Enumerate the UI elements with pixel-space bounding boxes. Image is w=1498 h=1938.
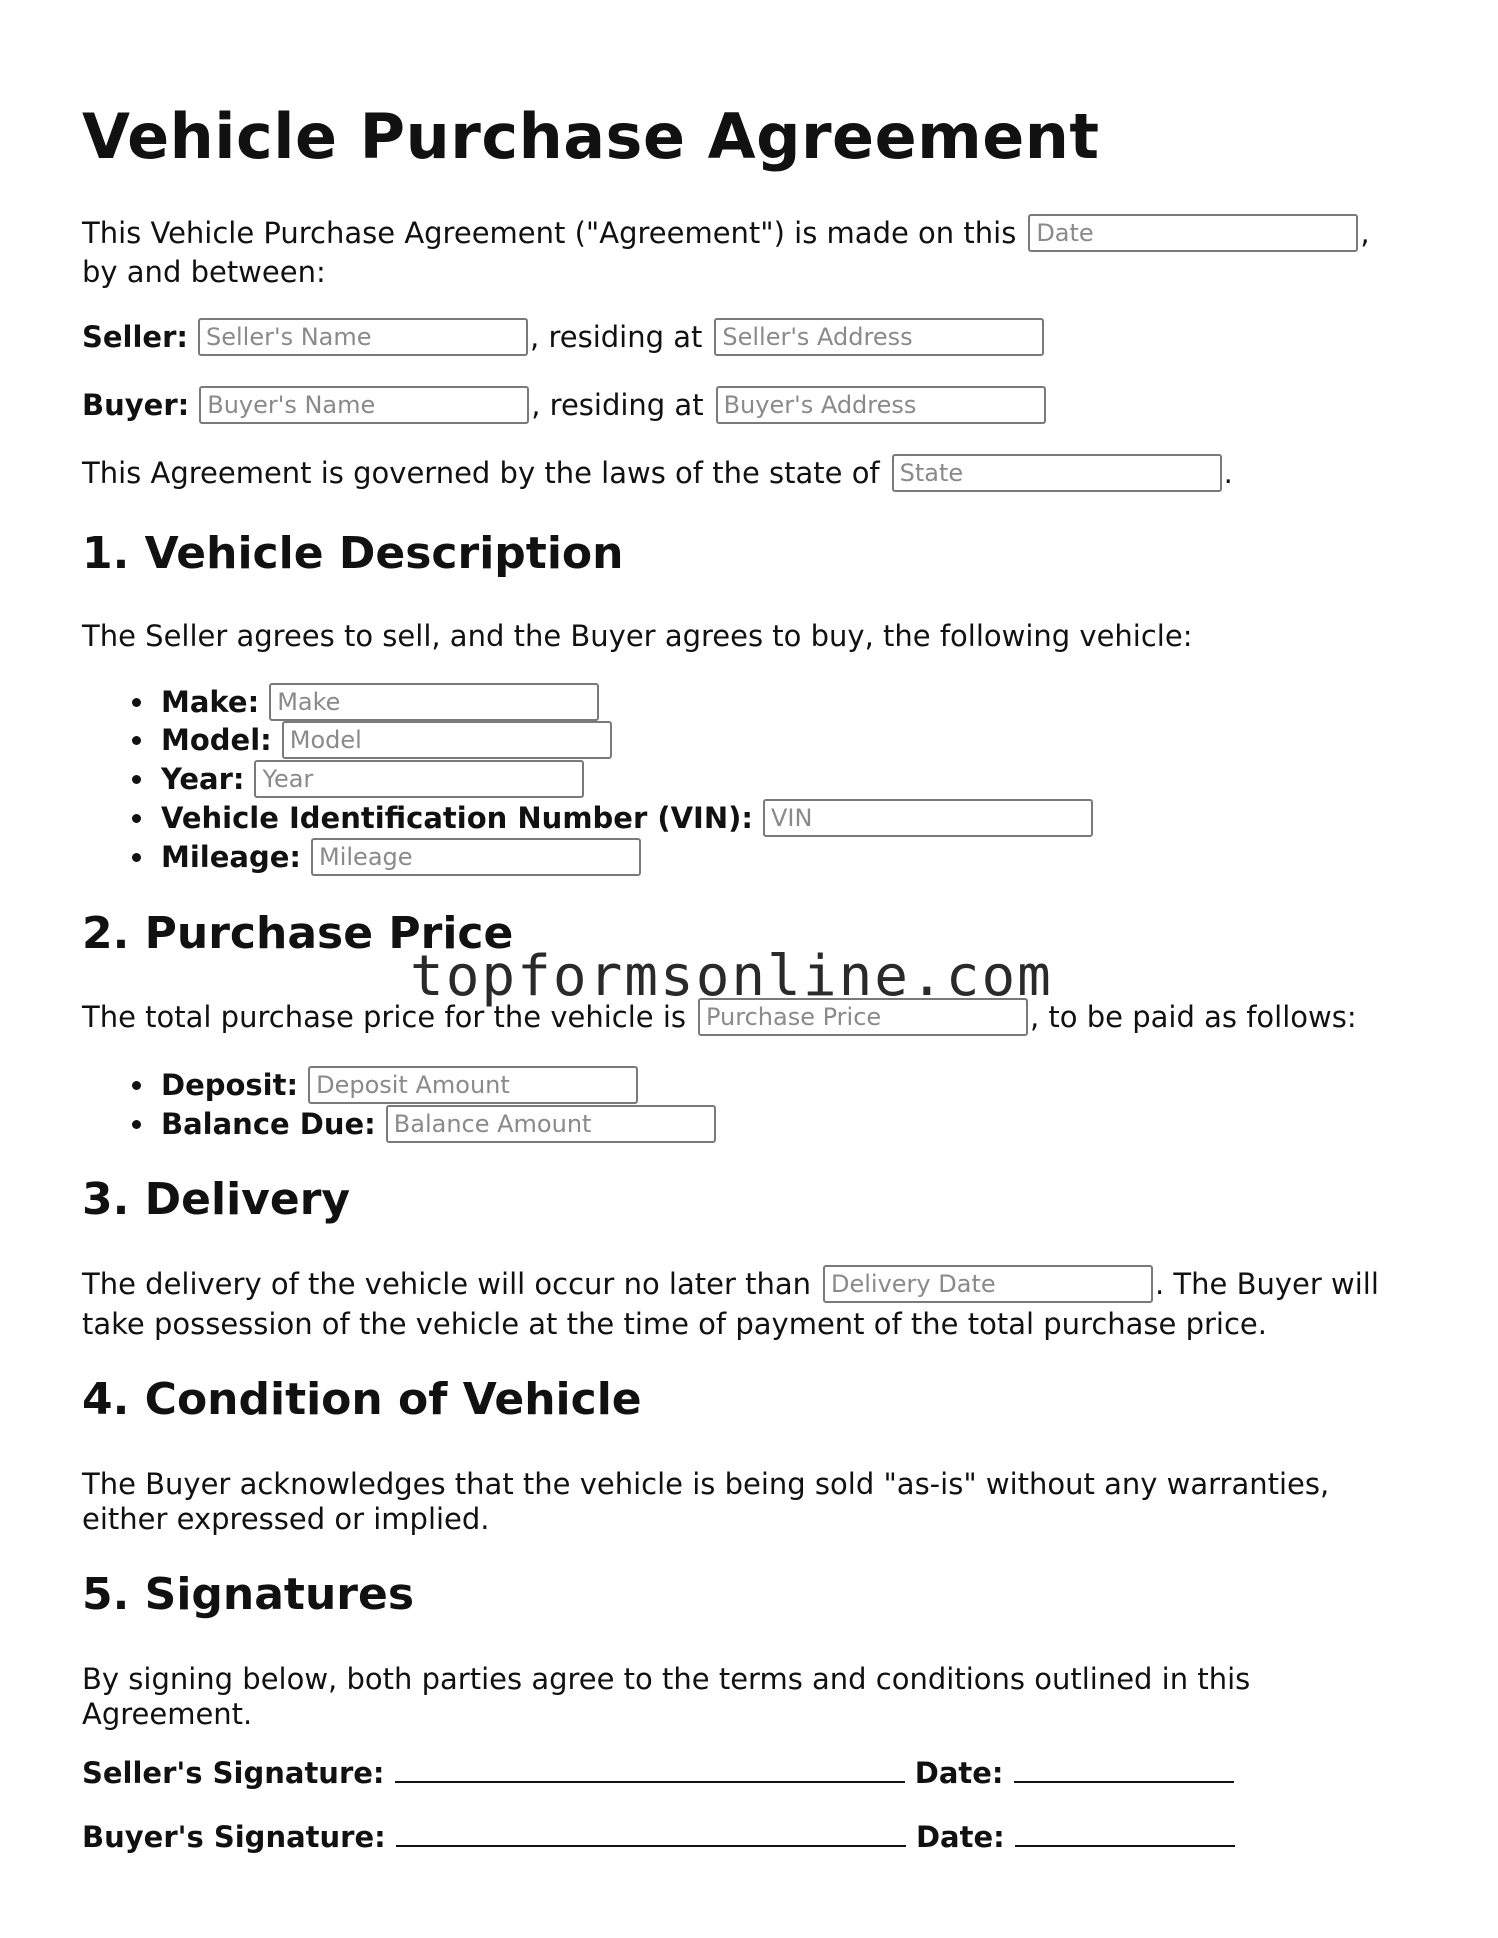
state-input[interactable]	[892, 454, 1222, 492]
seller-line	[82, 318, 1046, 356]
deposit-label: Deposit:	[161, 1068, 299, 1102]
year-label: Year:	[161, 762, 245, 796]
buyer-line	[82, 386, 1048, 424]
list-item-deposit	[126, 1066, 640, 1104]
section-1-heading: 1. Vehicle Description	[82, 528, 624, 579]
delivery-text-after: . The Buyer will	[1155, 1267, 1379, 1301]
list-item-vin	[126, 799, 1095, 837]
vin-label: Vehicle Identification Number (VIN):	[161, 801, 753, 835]
seller-residing-text: , residing at	[530, 320, 703, 354]
intro-line-2: by and between:	[82, 255, 326, 289]
seller-name-input[interactable]	[198, 318, 528, 356]
signatures-line-1: By signing below, both parties agree to the terms and conditions outlined in this	[82, 1662, 1251, 1696]
buyer-date-label: Date:	[915, 1820, 1005, 1854]
governing-period: .	[1223, 456, 1233, 490]
bullet-dot	[132, 775, 141, 784]
price-text-after: , to be paid as follows:	[1030, 1000, 1357, 1034]
page-title: Vehicle Purchase Agreement	[82, 100, 1100, 173]
balance-input[interactable]	[386, 1105, 716, 1143]
section-3-heading: 3. Delivery	[82, 1174, 351, 1225]
buyer-residing-text: , residing at	[531, 388, 704, 422]
intro-text: This Vehicle Purchase Agreement ("Agreement") is made on this	[82, 216, 1017, 250]
bullet-dot	[132, 1120, 141, 1129]
bullet-dot	[132, 1081, 141, 1090]
list-item-balance	[126, 1105, 718, 1143]
vin-input[interactable]	[763, 799, 1093, 837]
list-item-model	[126, 721, 614, 759]
deposit-input[interactable]	[308, 1066, 638, 1104]
delivery-line-2: take possession of the vehicle at the time of payment of the total purchase price.	[82, 1307, 1267, 1341]
purchase-price-input[interactable]	[698, 998, 1028, 1036]
delivery-line	[82, 1265, 1379, 1303]
governing-text: This Agreement is governed by the laws of the state of	[82, 456, 880, 490]
model-label: Model:	[161, 723, 272, 757]
intro-comma: ,	[1360, 216, 1370, 250]
section-1-text: The Seller agrees to sell, and the Buyer agrees to buy, the following vehicle:	[82, 619, 1193, 653]
buyer-signature-line[interactable]	[396, 1819, 906, 1847]
buyer-name-input[interactable]	[199, 386, 529, 424]
intro-line	[82, 214, 1370, 252]
price-line	[82, 998, 1357, 1036]
condition-line-2: either expressed or implied.	[82, 1502, 490, 1536]
section-4-heading: 4. Condition of Vehicle	[82, 1374, 642, 1425]
bullet-dot	[132, 853, 141, 862]
seller-signature-line[interactable]	[395, 1755, 905, 1783]
seller-signature-row	[82, 1755, 1234, 1790]
year-input[interactable]	[254, 760, 584, 798]
mileage-label: Mileage:	[161, 840, 302, 874]
bullet-dot	[132, 814, 141, 823]
make-label: Make:	[161, 685, 260, 719]
seller-date-label: Date:	[914, 1756, 1004, 1790]
model-input[interactable]	[282, 721, 612, 759]
seller-date-line[interactable]	[1014, 1755, 1234, 1783]
balance-label: Balance Due:	[161, 1107, 376, 1141]
signatures-line-2: Agreement.	[82, 1697, 253, 1731]
buyer-address-input[interactable]	[716, 386, 1046, 424]
seller-label: Seller:	[82, 320, 189, 354]
make-input[interactable]	[269, 683, 599, 721]
seller-signature-label: Seller's Signature:	[82, 1756, 385, 1790]
bullet-dot	[132, 698, 141, 707]
mileage-input[interactable]	[311, 838, 641, 876]
list-item-mileage	[126, 838, 643, 876]
section-5-heading: 5. Signatures	[82, 1569, 415, 1620]
buyer-date-line[interactable]	[1015, 1819, 1235, 1847]
seller-address-input[interactable]	[714, 318, 1044, 356]
list-item-make	[126, 683, 601, 721]
delivery-date-input[interactable]	[823, 1265, 1153, 1303]
buyer-signature-label: Buyer's Signature:	[82, 1820, 386, 1854]
price-text: The total purchase price for the vehicle is	[82, 1000, 686, 1034]
watermark: topformsonline.com	[410, 944, 1053, 1009]
buyer-signature-row	[82, 1819, 1235, 1854]
list-item-year	[126, 760, 586, 798]
section-2-heading: 2. Purchase Price	[82, 908, 514, 959]
bullet-dot	[132, 736, 141, 745]
buyer-label: Buyer:	[82, 388, 190, 422]
condition-line-1: The Buyer acknowledges that the vehicle is being sold "as-is" without any warranties,	[82, 1467, 1330, 1501]
agreement-date-input[interactable]	[1028, 214, 1358, 252]
governing-line	[82, 454, 1233, 492]
delivery-text: The delivery of the vehicle will occur no later than	[82, 1267, 811, 1301]
